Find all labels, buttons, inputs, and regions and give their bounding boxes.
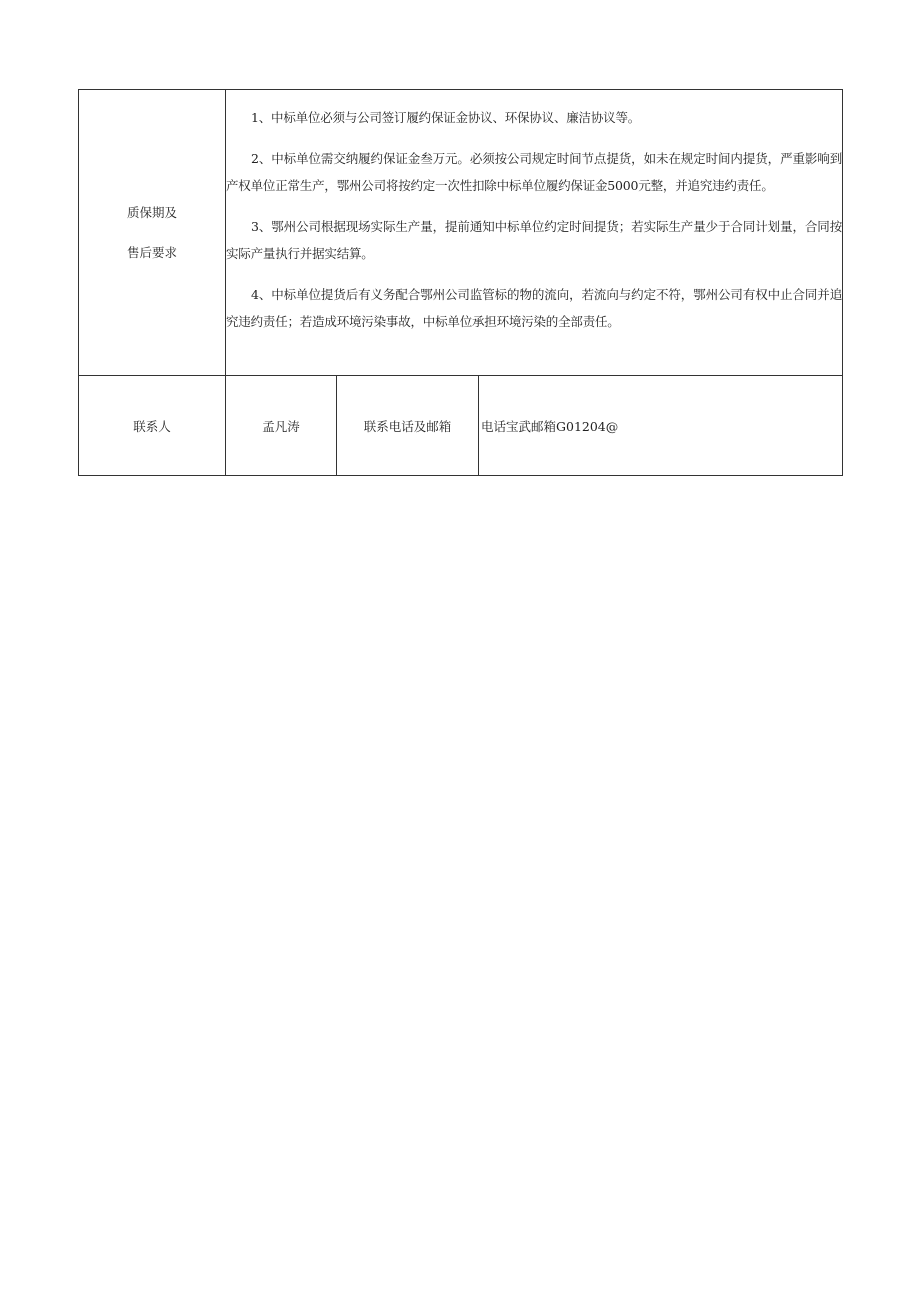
contact-row (79, 376, 843, 476)
phone-email-value: 电话宝武邮箱G01204@ (479, 376, 843, 476)
phone-email-label: 联系电话及邮箱 (337, 376, 479, 476)
quality-label-cell (79, 90, 226, 376)
requirement-paragraph-3: 3、鄂州公司根据现场实际生产量，提前通知中标单位约定时间提货；若实际生产量少于合同计划量，合同按实际产量执行并据实结算。 (226, 219, 843, 261)
quality-content-cell (226, 90, 843, 376)
contact-name: 孟凡涛 (226, 376, 337, 476)
requirements-table (78, 89, 843, 476)
quality-label-line1: 质保期及 (126, 204, 177, 220)
contact-label: 联系人 (79, 376, 226, 476)
requirement-paragraph-1: 1、中标单位必须与公司签订履约保证金协议、环保协议、廉洁协议等。 (251, 110, 641, 125)
quality-row (79, 90, 843, 376)
requirement-paragraph-4: 4、中标单位提货后有义务配合鄂州公司监管标的物的流向，若流向与约定不符，鄂州公司有权中止合同并追究违约责任；若造成环境污染事故，中标单位承担环境污染的全部责任。 (226, 287, 843, 329)
quality-label-line2: 售后要求 (126, 244, 177, 260)
requirement-paragraph-2: 2、中标单位需交纳履约保证金叁万元。必须按公司规定时间节点提货，如未在规定时间内提货，严重影响到产权单位正常生产，鄂州公司将按约定一次性扣除中标单位履约保证金5000元整，并追究违约责任。 (226, 151, 843, 193)
